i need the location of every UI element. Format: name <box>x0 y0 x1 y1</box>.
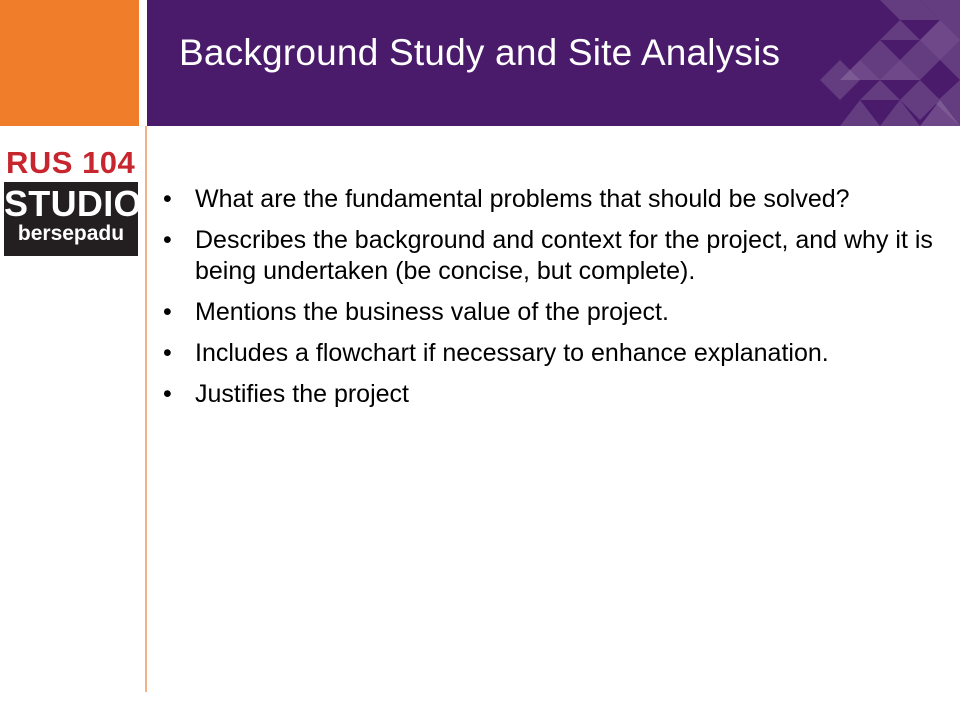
bullet-marker: • <box>163 298 172 326</box>
bullet-marker: • <box>163 226 172 254</box>
bullet-list <box>163 184 933 420</box>
bullet-marker: • <box>163 185 172 213</box>
bullet-text: Describes the background and context for the project, and why it is being undertaken (be concise, but complete). <box>195 226 933 285</box>
vertical-accent-line <box>145 126 147 692</box>
bullet-text: Justifies the project <box>195 380 409 408</box>
course-logo <box>4 146 140 256</box>
logo-subtitle: bersepadu <box>17 222 125 245</box>
bullet-text: What are the fundamental problems that should be solved? <box>195 185 850 213</box>
bullet-text: Includes a flowchart if necessary to enhance explanation. <box>195 339 829 367</box>
bullet-item <box>163 338 933 369</box>
slide-title: Background Study and Site Analysis <box>179 32 781 73</box>
bullet-item <box>163 297 933 328</box>
bullet-marker: • <box>163 380 172 408</box>
title-bar <box>147 0 960 126</box>
header-divider <box>139 0 147 126</box>
bullet-marker: • <box>163 339 172 367</box>
logo-course-code: RUS 104 <box>6 145 136 180</box>
bullet-item <box>163 184 933 215</box>
diamond-pattern-decoration <box>810 0 960 126</box>
bullet-item <box>163 225 933 287</box>
logo-studio-box <box>4 182 142 256</box>
bullet-item <box>163 379 933 410</box>
orange-accent-block <box>0 0 139 126</box>
bullet-text: Mentions the business value of the project. <box>195 298 669 326</box>
logo-studio-text: STUDIO <box>4 183 142 224</box>
